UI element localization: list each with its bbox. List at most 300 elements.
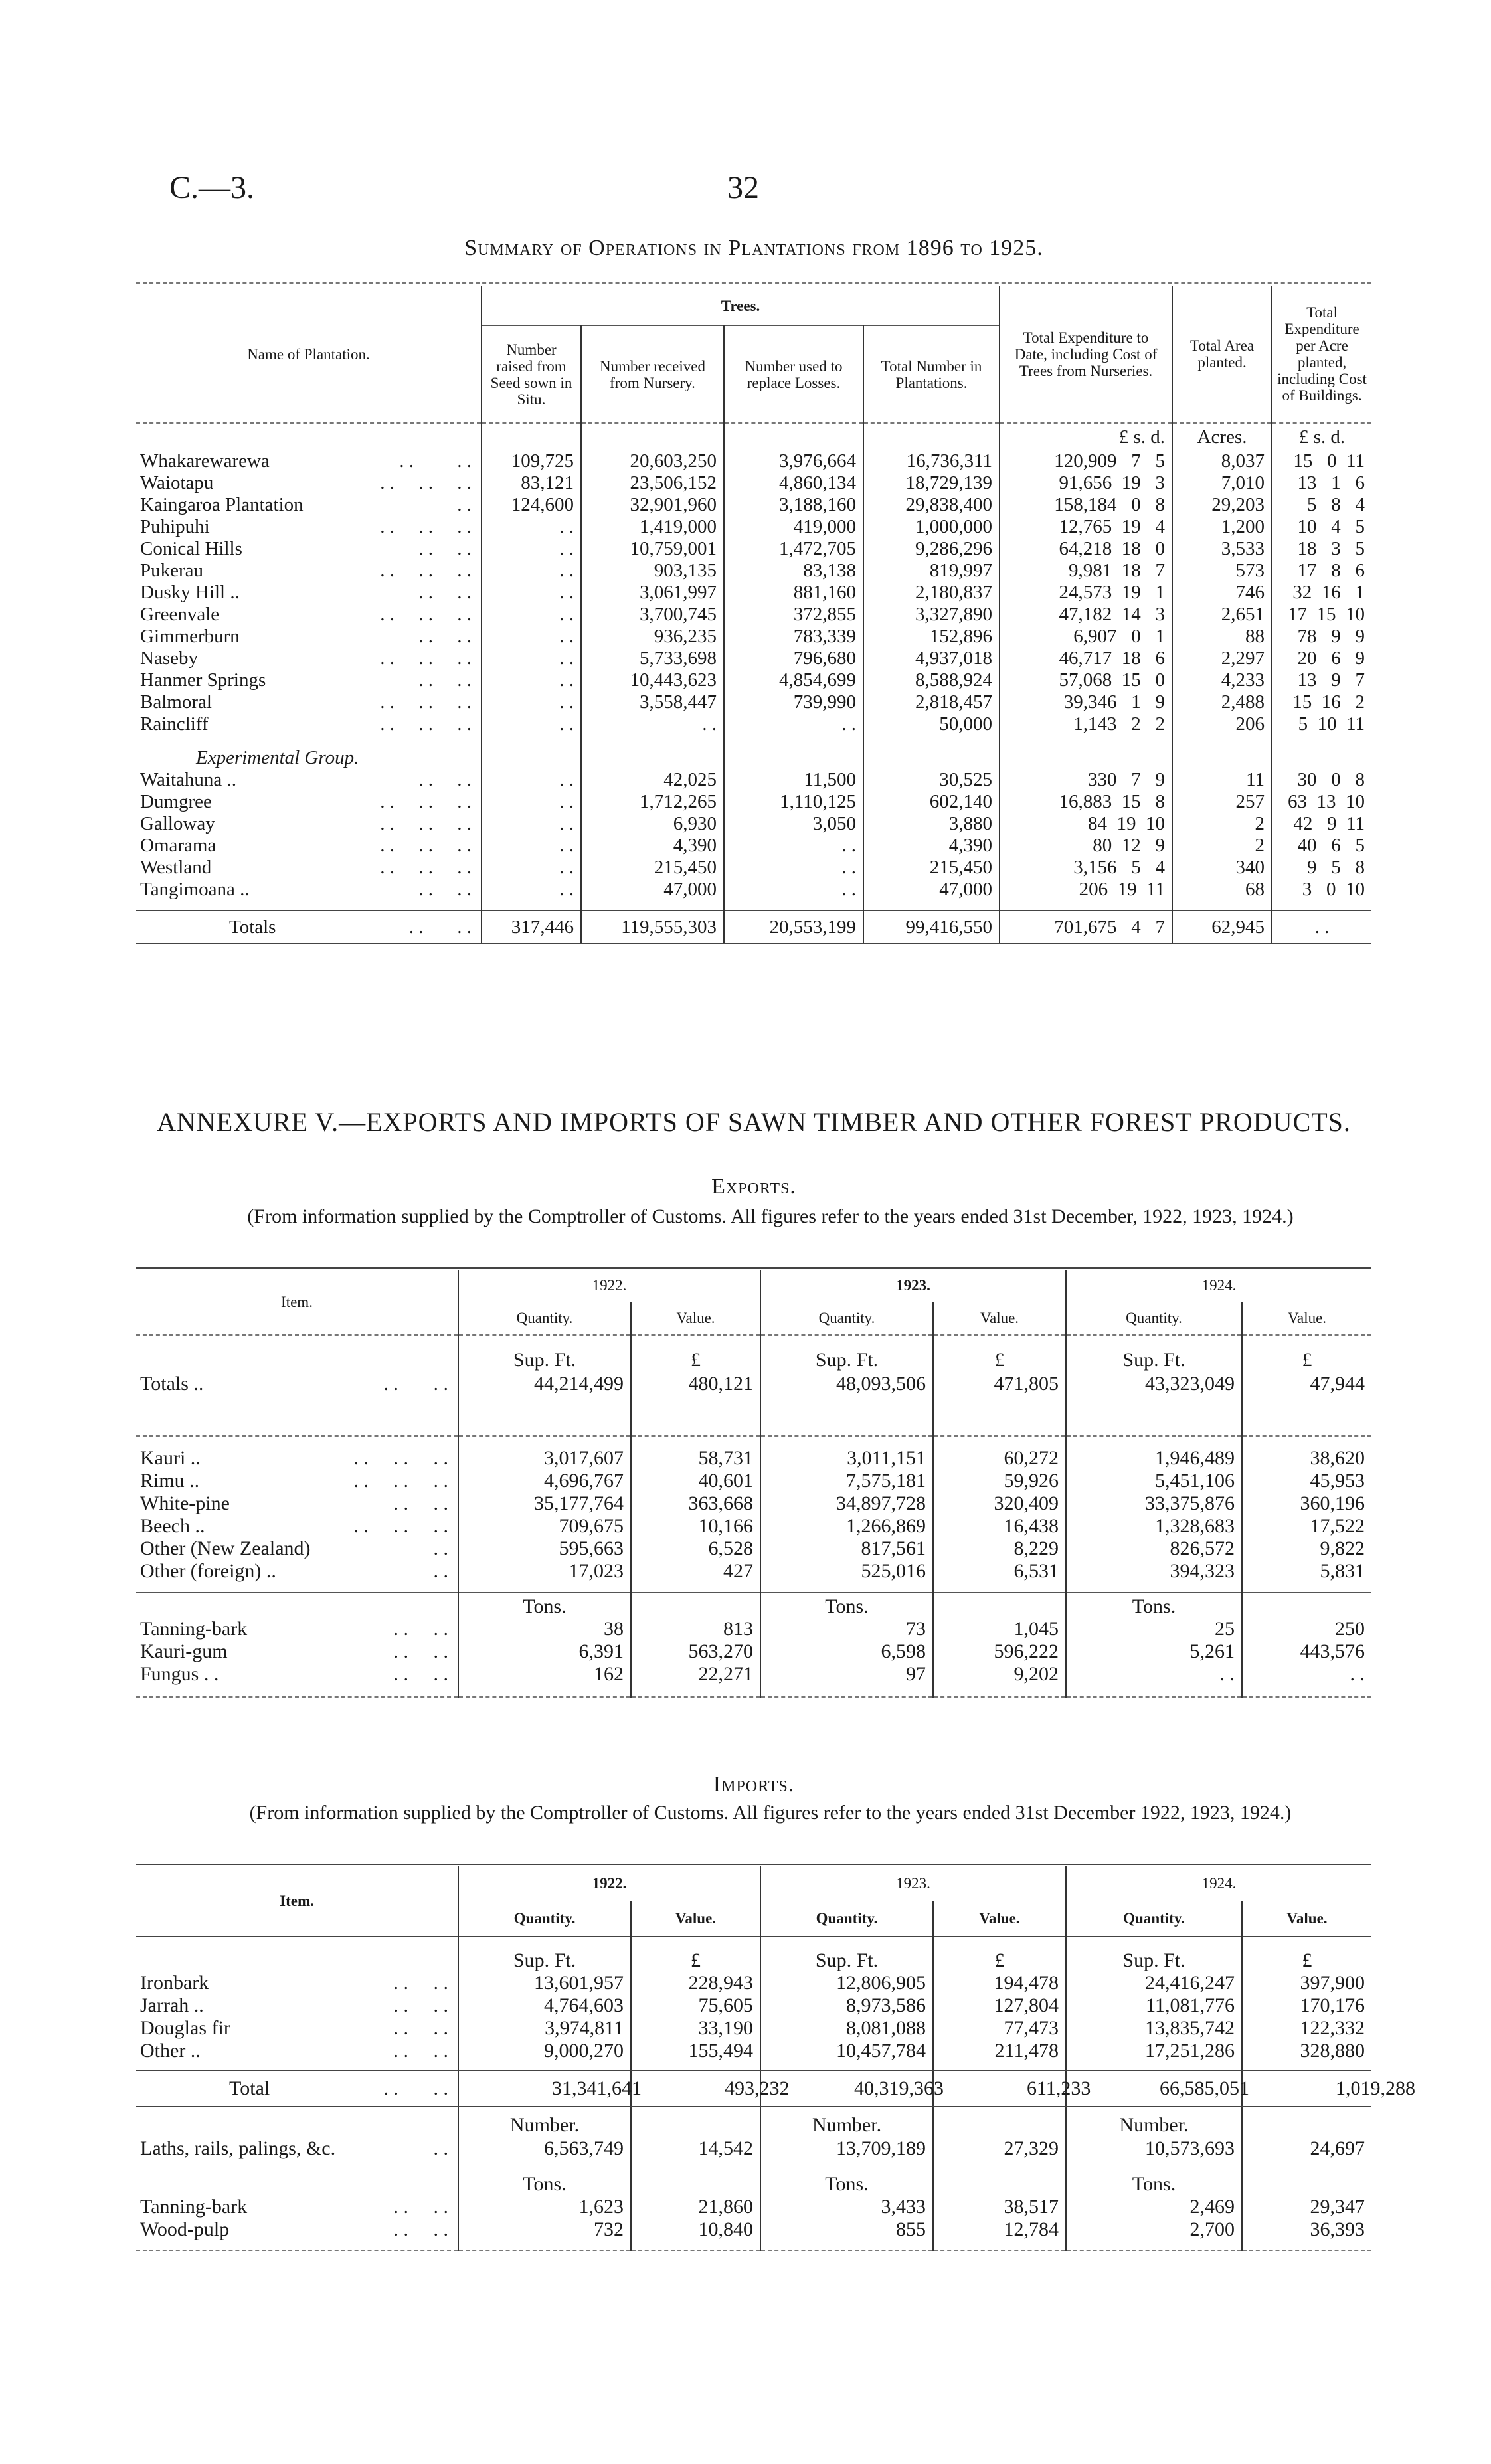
- unit-row: [136, 1349, 1371, 1371]
- cell-area: 2: [1172, 835, 1272, 857]
- row-name: Totals ..: [140, 1373, 204, 1395]
- cell-area: 1,200: [1172, 516, 1272, 538]
- unit-value: £: [631, 1349, 760, 1371]
- spacer-row: [136, 901, 1371, 911]
- row-name: Total: [229, 2077, 270, 2099]
- row-name: Tanning-bark: [140, 1618, 248, 1640]
- leader-dots: . . . .: [418, 669, 472, 691]
- row-label: [136, 450, 482, 472]
- exports-table: [136, 1270, 1371, 1698]
- cell-v2: 9,202: [933, 1663, 1066, 1686]
- table-row: [136, 813, 1371, 835]
- cell-per-acre: 78 9 9: [1297, 626, 1365, 647]
- exports-year-1922: 1922.: [458, 1270, 760, 1302]
- group-heading-row: [136, 747, 1371, 769]
- cell-used: 419,000: [724, 516, 863, 538]
- table-row: [136, 1470, 1371, 1492]
- cell-total: 215,450: [863, 857, 1000, 879]
- row-name: Waitahuna ..: [140, 769, 237, 790]
- cell-q2: 525,016: [760, 1560, 933, 1583]
- cell-v3: 9,822: [1320, 1538, 1365, 1559]
- cell-per-acre: 5 10 11: [1298, 713, 1365, 735]
- cell-used: 3,188,160: [724, 494, 863, 516]
- cell-expenditure: 84 19 10: [1000, 813, 1172, 835]
- cell-q1: 3,974,811: [458, 2017, 631, 2040]
- cell-v2: 8,229: [933, 1538, 1066, 1560]
- cell-total: 30,525: [863, 769, 1000, 791]
- row-name: Tanning-bark: [140, 2196, 248, 2218]
- cell-q3: 5,451,106: [1066, 1470, 1242, 1492]
- exports-year-1924: 1924.: [1066, 1270, 1371, 1302]
- leader-dots: . . . .: [393, 1972, 448, 1994]
- leader-dots: . .: [433, 1538, 448, 1559]
- cell-raised: . .: [482, 691, 581, 713]
- cell-used: 83,138: [724, 560, 863, 582]
- cell-area: 8,037: [1172, 450, 1272, 472]
- cell-expenditure: 120,909 7 5: [1000, 450, 1172, 472]
- cell-v1: 427: [631, 1560, 760, 1583]
- unit-value: [1242, 2107, 1371, 2137]
- row-label: [136, 813, 482, 835]
- unit-value: [1242, 1593, 1371, 1619]
- table-row: [136, 2196, 1371, 2218]
- unit-quantity: Sup. Ft.: [1066, 1949, 1242, 1972]
- cell-q2: 34,897,728: [760, 1492, 933, 1515]
- leader-dots: . . . .: [393, 2017, 448, 2039]
- cell-per-acre: 63 13 10: [1288, 791, 1365, 812]
- cell-raised: . .: [482, 857, 581, 879]
- imports-table: [136, 1866, 1415, 2251]
- cell-v2: 12,784: [933, 2218, 1066, 2241]
- spacer-row: [136, 1436, 1371, 1447]
- cell-raised: . .: [482, 538, 581, 560]
- cell-q2: 40,319,363: [760, 2071, 933, 2107]
- row-label: [136, 1371, 458, 1397]
- summary-title: Summary of Operations in Plantations from 1896 to 1925.: [464, 236, 1043, 260]
- row-label: [136, 1560, 458, 1583]
- cell-v1: 22,271: [631, 1663, 760, 1686]
- cell-expenditure: 158,184 0 8: [1000, 494, 1172, 516]
- leader-dots: . . . .: [393, 1618, 448, 1640]
- unit-quantity: Tons.: [458, 1593, 631, 1619]
- unit-value: £: [933, 1349, 1066, 1371]
- row-label: [136, 791, 482, 813]
- cell-v3: 328,880: [1300, 2040, 1365, 2062]
- cell-expenditure: 330 7 9: [1000, 769, 1172, 791]
- cell-total: 3,880: [863, 813, 1000, 835]
- unit-exp: £ s. d.: [1000, 424, 1172, 450]
- unit-value: [631, 2107, 760, 2137]
- leader-dots: . . . .: [408, 916, 472, 938]
- cell-q1: 6,563,749: [458, 2137, 631, 2160]
- cell-per-acre: 40 6 5: [1297, 835, 1365, 856]
- col-raised-from-seed: Number raised from Seed sown in Situ.: [482, 326, 581, 424]
- cell-raised: . .: [482, 879, 581, 901]
- cell-expenditure: 80 12 9: [1000, 835, 1172, 857]
- cell-used: 1,110,125: [724, 791, 863, 813]
- cell-used: 1,472,705: [724, 538, 863, 560]
- row-name: Conical Hills: [140, 538, 242, 559]
- cell-expenditure: 1,143 2 2: [1000, 713, 1172, 735]
- row-name: Other ..: [140, 2040, 201, 2062]
- cell-v3: 170,176: [1300, 1994, 1365, 2016]
- cell-raised: 83,121: [482, 472, 581, 494]
- exports-year-1923: 1923.: [760, 1270, 1066, 1302]
- cell-area: 3,533: [1172, 538, 1272, 560]
- leader-dots: . . . .: [399, 450, 472, 472]
- unit-per-acre: £ s. d.: [1298, 426, 1346, 448]
- cell-v3: 443,576: [1300, 1640, 1365, 1662]
- cell-raised: 109,725: [482, 450, 581, 472]
- cell-v2: 6,531: [933, 1560, 1066, 1583]
- row-label: [136, 560, 482, 582]
- cell-q1: 9,000,270: [458, 2040, 631, 2062]
- cell-q1: 17,023: [458, 1560, 631, 1583]
- table-row: [136, 857, 1371, 879]
- spacer-row: [136, 2062, 1371, 2071]
- row-label: [136, 648, 482, 669]
- table-row: [136, 1972, 1371, 1994]
- cell-expenditure: 24,573 19 1: [1000, 582, 1172, 604]
- cell-q1: 595,663: [458, 1538, 631, 1560]
- cell-area: 88: [1172, 626, 1272, 648]
- row-label: [136, 2017, 458, 2040]
- imports-year-1923: 1923.: [760, 1866, 1066, 1901]
- row-label: [136, 604, 482, 626]
- table-row: [136, 472, 1371, 494]
- total-per-acre: . .: [1272, 911, 1371, 944]
- row-label: [136, 472, 482, 494]
- cell-raised: . .: [482, 560, 581, 582]
- cell-v2: 611,233: [933, 2071, 1066, 2107]
- leader-dots: . . . . . .: [353, 1470, 448, 1492]
- row-label: [136, 1972, 458, 1994]
- cell-v3: 397,900: [1300, 1972, 1365, 1994]
- spacer-row: [136, 1583, 1371, 1593]
- cell-v2: 77,473: [933, 2017, 1066, 2040]
- cell-used: 4,854,699: [724, 669, 863, 691]
- unit-quantity: Tons.: [1066, 1593, 1242, 1619]
- leader-dots: . . . . . .: [380, 516, 472, 537]
- cell-v1: 75,605: [631, 1994, 760, 2017]
- cell-q1: 44,214,499: [458, 1371, 631, 1397]
- row-label: [136, 691, 482, 713]
- total-raised: 317,446: [482, 911, 581, 944]
- cell-v3: 38,620: [1310, 1447, 1365, 1469]
- spacer-row: [136, 2241, 1371, 2251]
- cell-per-acre: 17 8 6: [1297, 560, 1365, 581]
- cell-v1: 40,601: [631, 1470, 760, 1492]
- total-used: 20,553,199: [724, 911, 863, 944]
- cell-total: 47,000: [863, 879, 1000, 901]
- unit-value: £: [1302, 1349, 1312, 1371]
- cell-expenditure: 16,883 15 8: [1000, 791, 1172, 813]
- cell-q1: 6,391: [458, 1640, 631, 1663]
- row-name: Westland: [140, 857, 212, 878]
- cell-q1: 709,675: [458, 1515, 631, 1538]
- cell-raised: . .: [482, 835, 581, 857]
- page-header: [0, 169, 1491, 209]
- cell-v2: 38,517: [933, 2196, 1066, 2218]
- unit-row: [136, 1949, 1371, 1972]
- row-name: Pukerau: [140, 560, 204, 581]
- table-row: [136, 1663, 1371, 1686]
- row-name: Douglas fir: [140, 2017, 230, 2039]
- cell-raised: . .: [482, 669, 581, 691]
- cell-used: . .: [724, 713, 863, 735]
- cell-q2: 8,081,088: [760, 2017, 933, 2040]
- cell-raised: 124,600: [482, 494, 581, 516]
- cell-total: 2,818,457: [863, 691, 1000, 713]
- cell-used: 11,500: [724, 769, 863, 791]
- row-name: Naseby: [140, 648, 198, 669]
- cell-used: 796,680: [724, 648, 863, 669]
- unit-value: £: [1302, 1949, 1312, 1971]
- unit-value: [933, 2170, 1066, 2196]
- leader-dots: . . . . . .: [380, 691, 472, 713]
- unit-quantity: Tons.: [458, 2170, 631, 2196]
- cell-q3: 394,323: [1066, 1560, 1242, 1583]
- unit-row: [136, 2107, 1371, 2137]
- unit-value: [1242, 2170, 1371, 2196]
- leader-dots: . . . .: [393, 2196, 448, 2218]
- cell-area: 573: [1172, 560, 1272, 582]
- table-row: [136, 713, 1371, 735]
- table-row: [136, 769, 1371, 791]
- cell-raised: . .: [482, 769, 581, 791]
- cell-raised: . .: [482, 791, 581, 813]
- row-label: [136, 1492, 458, 1515]
- row-name: Dumgree: [140, 791, 212, 812]
- exports-quantity-1923: Quantity.: [760, 1302, 933, 1336]
- cell-total: 602,140: [863, 791, 1000, 813]
- cell-q3: 25: [1066, 1618, 1242, 1640]
- cell-received: 4,390: [581, 835, 724, 857]
- cell-per-acre: 42 9 11: [1293, 813, 1365, 834]
- cell-used: 783,339: [724, 626, 863, 648]
- table-row: [136, 516, 1371, 538]
- cell-per-acre: 18 3 5: [1297, 538, 1365, 559]
- leader-dots: . . . .: [393, 2040, 448, 2062]
- leader-dots: . . . .: [393, 1994, 448, 2016]
- cell-used: . .: [724, 835, 863, 857]
- cell-q3: 2,700: [1066, 2218, 1242, 2241]
- cell-per-acre: 30 0 8: [1297, 769, 1365, 790]
- cell-area: 2,651: [1172, 604, 1272, 626]
- cell-v1: 480,121: [631, 1371, 760, 1397]
- cell-raised: . .: [482, 582, 581, 604]
- total-received: 119,555,303: [581, 911, 724, 944]
- cell-q2: 13,709,189: [760, 2137, 933, 2160]
- table-row: [136, 1492, 1371, 1515]
- cell-q2: 48,093,506: [760, 1371, 933, 1397]
- cell-total: 1,000,000: [863, 516, 1000, 538]
- unit-quantity: Number.: [760, 2107, 933, 2137]
- spacer-row: [136, 2160, 1371, 2170]
- cell-q1: 4,696,767: [458, 1470, 631, 1492]
- row-label: [136, 1538, 458, 1560]
- row-label: [136, 494, 482, 516]
- cell-total: 152,896: [863, 626, 1000, 648]
- total-expenditure: 701,675 4 7: [1000, 911, 1172, 944]
- cell-expenditure: 39,346 1 9: [1000, 691, 1172, 713]
- row-name: Raincliff: [140, 713, 209, 735]
- row-name: Tangimoana ..: [140, 879, 250, 900]
- cell-received: 10,759,001: [581, 538, 724, 560]
- unit-quantity: Sup. Ft.: [760, 1949, 933, 1972]
- cell-total: 3,327,890: [863, 604, 1000, 626]
- cell-expenditure: 64,218 18 0: [1000, 538, 1172, 560]
- cell-per-acre: 9 5 8: [1307, 857, 1365, 878]
- table-row: [136, 879, 1371, 901]
- table-row: [136, 1538, 1371, 1560]
- col-expenditure-per-acre: Total Expenditure per Acre planted, including Cost of Buildings.: [1277, 304, 1367, 404]
- cell-raised: . .: [482, 516, 581, 538]
- table-row: [136, 560, 1371, 582]
- imports-value-1924: Value.: [1286, 1910, 1328, 1927]
- leader-dots: . . . . . .: [353, 1515, 448, 1537]
- unit-quantity: Tons.: [760, 1593, 933, 1619]
- table-row: [136, 2218, 1371, 2241]
- cell-area: 29,203: [1172, 494, 1272, 516]
- cell-per-acre: 10 4 5: [1297, 516, 1365, 537]
- row-name: Kauri ..: [140, 1447, 201, 1469]
- unit-value: £: [631, 1949, 760, 1972]
- cell-area: 746: [1172, 582, 1272, 604]
- cell-received: 5,733,698: [581, 648, 724, 669]
- row-name: White-pine: [140, 1492, 230, 1514]
- row-name: Kaingaroa Plantation: [140, 494, 304, 515]
- cell-v2: 27,329: [933, 2137, 1066, 2160]
- table-row: [136, 626, 1371, 648]
- cell-total: 4,937,018: [863, 648, 1000, 669]
- cell-q2: 1,266,869: [760, 1515, 933, 1538]
- unit-value: [631, 1593, 760, 1619]
- unit-quantity: Number.: [458, 2107, 631, 2137]
- col-total-area: Total Area planted.: [1172, 286, 1272, 423]
- leader-dots: . . . . . .: [380, 813, 472, 834]
- cell-used: 3,050: [724, 813, 863, 835]
- cell-used: 4,860,134: [724, 472, 863, 494]
- unit-row: [136, 2170, 1371, 2196]
- table-row: [136, 1618, 1371, 1640]
- leader-dots: . . . . . .: [380, 857, 472, 878]
- cell-expenditure: 46,717 18 6: [1000, 648, 1172, 669]
- cell-q1: 35,177,764: [458, 1492, 631, 1515]
- exports-value-1923: Value.: [933, 1302, 1066, 1336]
- cell-v3: 45,953: [1310, 1470, 1365, 1492]
- cell-total: 8,588,924: [863, 669, 1000, 691]
- cell-q3: 10,573,693: [1066, 2137, 1242, 2160]
- table-row: [136, 1640, 1371, 1663]
- cell-v1: 563,270: [631, 1640, 760, 1663]
- cell-q1: 732: [458, 2218, 631, 2241]
- cell-expenditure: 12,765 19 4: [1000, 516, 1172, 538]
- row-name: Balmoral: [140, 691, 212, 713]
- row-name: Whakarewarewa: [140, 450, 270, 472]
- cell-q3: 826,572: [1066, 1538, 1242, 1560]
- cell-per-acre: 32 16 1: [1292, 582, 1365, 603]
- exports-title: Exports.: [711, 1174, 796, 1199]
- cell-raised: . .: [482, 813, 581, 835]
- row-label: [136, 669, 482, 691]
- cell-raised: . .: [482, 648, 581, 669]
- cell-q3: 24,416,247: [1066, 1972, 1242, 1994]
- cell-raised: . .: [482, 713, 581, 735]
- cell-q1: 162: [458, 1663, 631, 1686]
- row-name: Waiotapu: [140, 472, 214, 493]
- row-name: Galloway: [140, 813, 215, 834]
- cell-v1: 813: [631, 1618, 760, 1640]
- imports-title: Imports.: [713, 1772, 795, 1797]
- row-label: [136, 1994, 458, 2017]
- cell-q2: 3,011,151: [760, 1447, 933, 1470]
- cell-total: 18,729,139: [863, 472, 1000, 494]
- row-label: [136, 911, 482, 944]
- leader-dots: . .: [457, 494, 472, 515]
- row-name: Other (foreign) ..: [140, 1560, 276, 1582]
- cell-received: 3,558,447: [581, 691, 724, 713]
- col-group-trees: Trees.: [482, 286, 1000, 326]
- leader-dots: . . . .: [383, 1373, 448, 1395]
- table-row: [136, 1994, 1371, 2017]
- row-name: Kauri-gum: [140, 1640, 228, 1662]
- row-name: Puhipuhi: [140, 516, 210, 537]
- cell-received: 3,061,997: [581, 582, 724, 604]
- imports-value-1923: Value.: [933, 1901, 1066, 1937]
- cell-q2: 73: [760, 1618, 933, 1640]
- cell-total: 16,736,311: [863, 450, 1000, 472]
- cell-total: 50,000: [863, 713, 1000, 735]
- unit-quantity: Sup. Ft.: [458, 1349, 631, 1371]
- cell-v3: 250: [1335, 1618, 1365, 1640]
- cell-v1: 21,860: [631, 2196, 760, 2218]
- cell-q3: 33,375,876: [1066, 1492, 1242, 1515]
- cell-total: 2,180,837: [863, 582, 1000, 604]
- leader-dots: . . . . . .: [380, 648, 472, 669]
- unit-value: £: [933, 1949, 1066, 1972]
- cell-v3: 36,393: [1310, 2218, 1365, 2240]
- total-row: [136, 2071, 1371, 2107]
- table-row: [136, 1560, 1371, 1583]
- row-name: Rimu ..: [140, 1470, 200, 1492]
- row-label: [136, 2196, 458, 2218]
- cell-q3: 43,323,049: [1066, 1371, 1242, 1397]
- cell-expenditure: 47,182 14 3: [1000, 604, 1172, 626]
- col-received-from-nursery: Number received from Nursery.: [581, 326, 724, 424]
- cell-area: 2,297: [1172, 648, 1272, 669]
- page-number: 32: [727, 170, 759, 205]
- row-label: [136, 1640, 458, 1663]
- cell-received: 23,506,152: [581, 472, 724, 494]
- leader-dots: . . . .: [393, 2218, 448, 2240]
- leader-dots: . . . . . .: [380, 604, 472, 625]
- cell-area: 2: [1172, 813, 1272, 835]
- table-row: [136, 494, 1371, 516]
- cell-used: 3,976,664: [724, 450, 863, 472]
- cell-q2: 10,457,784: [760, 2040, 933, 2062]
- leader-dots: . .: [433, 2137, 448, 2159]
- cell-received: . .: [581, 713, 724, 735]
- cell-received: 20,603,250: [581, 450, 724, 472]
- imports-col-item: Item.: [136, 1866, 458, 1937]
- cell-v2: 1,045: [933, 1618, 1066, 1640]
- cell-used: 881,160: [724, 582, 863, 604]
- unit-quantity: Sup. Ft.: [760, 1349, 933, 1371]
- row-label: [136, 626, 482, 648]
- unit-quantity: Tons.: [760, 2170, 933, 2196]
- cell-q3: 1,328,683: [1066, 1515, 1242, 1538]
